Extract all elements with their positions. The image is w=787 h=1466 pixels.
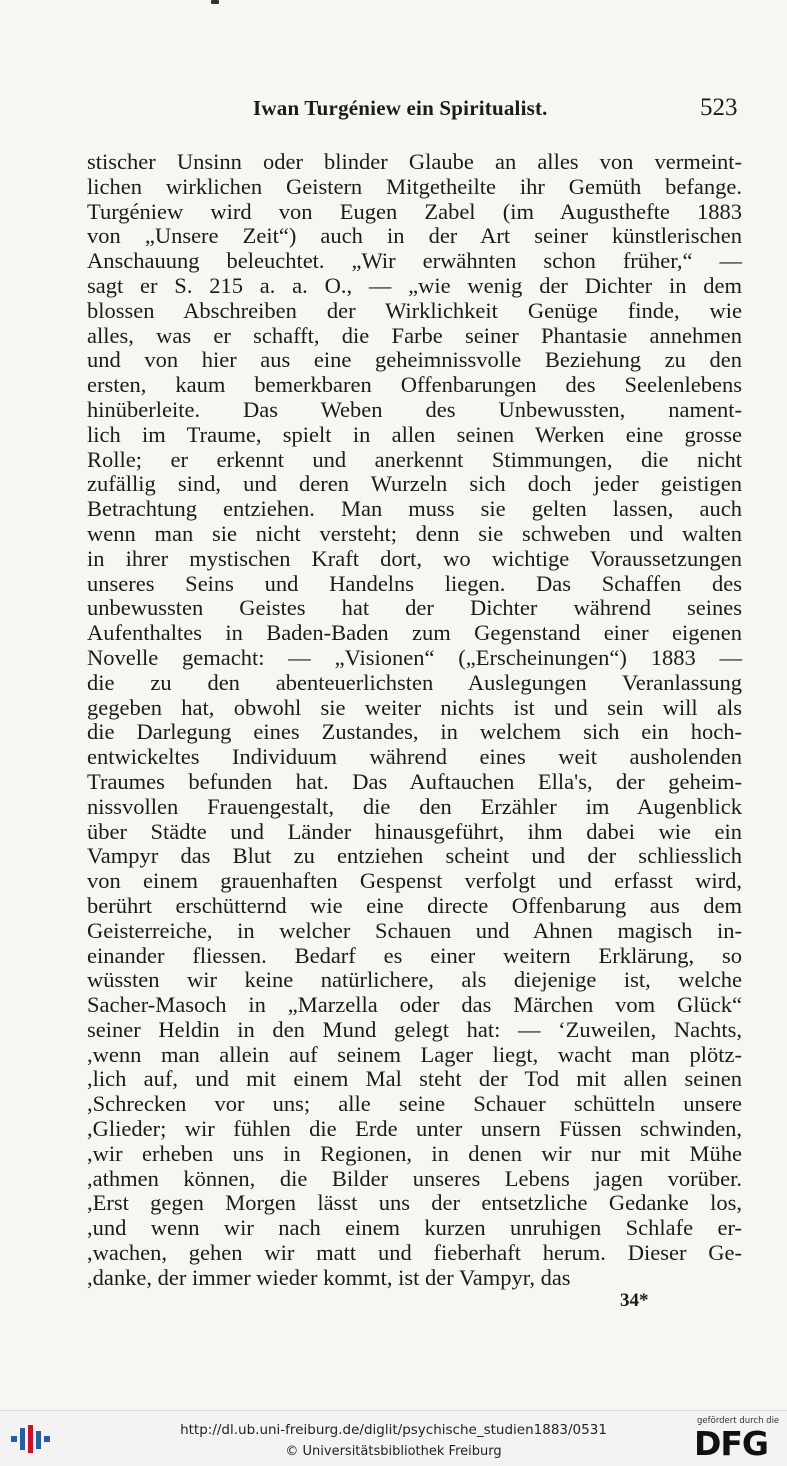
text-line: gegeben hat, obwohl sie weiter nichts ist und sein will als: [87, 694, 742, 720]
text-line: Vampyr das Blut zu entziehen scheint und der schliesslich: [87, 843, 742, 869]
text-line: von „Unsere Zeit“) auch in der Art seiner künstlerischen: [87, 223, 742, 249]
text-line: ,Schrecken vor uns; alle seine Schauer schütteln unsere: [87, 1091, 742, 1117]
text-line: von einem grauenhaften Gespenst verfolgt und erfasst wird,: [87, 868, 742, 894]
text-line: wenn man sie nicht versteht; denn sie schweben und walten: [87, 520, 742, 546]
text-line: ,wenn man allein auf seinem Lager liegt, wacht man plötz-: [87, 1041, 742, 1067]
dfg-logo: DFG: [694, 1424, 769, 1463]
text-line: Aufenthaltes in Baden-Baden zum Gegenstand einer eigenen: [87, 620, 742, 646]
text-line: sagt er S. 215 a. a. O., — „wie wenig der Dichter in dem: [87, 272, 742, 298]
text-line: stischer Unsinn oder blinder Glaube an alles von vermeint-: [87, 149, 742, 174]
text-line: die Darlegung eines Zustandes, in welchem sich ein hoch-: [87, 719, 742, 745]
text-line: Turgéniew wird von Eugen Zabel (im Augusthefte 1883: [87, 198, 742, 224]
text-line: seiner Heldin in den Mund gelegt hat: — ‘Zuweilen, Nachts,: [87, 1016, 742, 1042]
text-line: Rolle; er erkennt und anerkennt Stimmungen, die nicht: [87, 446, 742, 472]
text-line: lich im Traume, spielt in allen seinen Werken eine grosse: [87, 421, 742, 447]
text-line: blossen Abschreiben der Wirklichkeit Genüge finde, wie: [87, 297, 742, 323]
text-line: ,Glieder; wir fühlen die Erde unter unsern Füssen schwinden,: [87, 1116, 742, 1142]
text-line: wüssten wir keine natürlichere, als diejenige ist, welche: [87, 967, 742, 993]
text-line: Traumes befunden hat. Das Auftauchen Ella's, der geheim-: [87, 768, 742, 794]
text-line: nissvollen Frauengestalt, die den Erzähler im Augenblick: [87, 793, 742, 819]
text-line: ,wir erheben uns in Regionen, in denen wir nur mit Mühe: [87, 1140, 742, 1166]
text-line: in ihrer mystischen Kraft dort, wo wichtige Voraussetzungen: [87, 545, 742, 571]
text-line: ersten, kaum bemerkbaren Offenbarungen des Seelenlebens: [87, 372, 742, 398]
text-line: unbewussten Geistes hat der Dichter während seines: [87, 595, 742, 621]
text-line: ,wachen, gehen wir matt und fieberhaft herum. Dieser Ge-: [87, 1240, 742, 1266]
scan-mark: [211, 0, 219, 4]
text-line: Novelle gemacht: — „Visionen“ („Erscheinungen“) 1883 —: [87, 644, 742, 670]
text-line: ,und wenn wir nach einem kurzen unruhigen Schlafe er-: [87, 1215, 742, 1241]
text-line: die zu den abenteuerlichsten Auslegungen Veranlassung: [87, 669, 742, 695]
text-line: ,Erst gegen Morgen lässt uns der entsetzliche Gedanke los,: [87, 1190, 742, 1216]
text-line: Betrachtung entziehen. Man muss sie gelten lassen, auch: [87, 496, 742, 522]
dfg-caption: gefördert durch die: [697, 1416, 780, 1426]
text-line: berührt erschütternd wie eine directe Offenbarung aus dem: [87, 892, 742, 918]
text-line: und von hier aus eine geheimnissvolle Beziehung zu den: [87, 347, 742, 373]
text-line: entwickeltes Individuum während eines weit ausholenden: [87, 744, 742, 770]
text-line: hinüberleite. Das Weben des Unbewussten, nament-: [87, 396, 742, 422]
text-line: ,athmen können, die Bilder unseres Lebens jagen vorüber.: [87, 1165, 742, 1191]
text-line: Sacher-Masoch in „Marzella oder das Märchen vom Glück“: [87, 992, 742, 1018]
text-line: ,danke, der immer wieder kommt, ist der Vampyr, das: [87, 1264, 571, 1290]
text-line: einander fliessen. Bedarf es einer weitern Erklärung, so: [87, 942, 742, 968]
text-line: unseres Seins und Handelns liegen. Das Schaffen des: [87, 570, 742, 596]
footer-bar: [0, 1410, 787, 1466]
running-head: Iwan Turgéniew ein Spiritualist.: [253, 96, 548, 120]
text-line: Geisterreiche, in welcher Schauen und Ahnen magisch in-: [87, 917, 742, 943]
page-number: 523: [700, 94, 738, 121]
source-url-link[interactable]: http://dl.ub.uni-freiburg.de/diglit/psychische_studien1883/0531: [180, 1422, 607, 1438]
text-line: ,lich auf, und mit einem Mal steht der Tod mit allen seinen: [87, 1066, 742, 1092]
text-line: über Städte und Länder hinausgeführt, ihm dabei wie ein: [87, 818, 742, 844]
text-line: Anschauung beleuchtet. „Wir erwähnten schon früher,“ —: [87, 248, 742, 274]
text-line: alles, was er schafft, die Farbe seiner Phantasie annehmen: [87, 322, 742, 348]
signature-mark: 34*: [620, 1290, 649, 1311]
body-text: [87, 150, 742, 1291]
text-line: zufällig sind, und deren Wurzeln sich doch jeder geistigen: [87, 471, 742, 497]
text-line: lichen wirklichen Geistern Mitgetheilte ihr Gemüth befange.: [87, 173, 742, 199]
copyright-notice: © Universitätsbibliothek Freiburg: [285, 1444, 502, 1459]
